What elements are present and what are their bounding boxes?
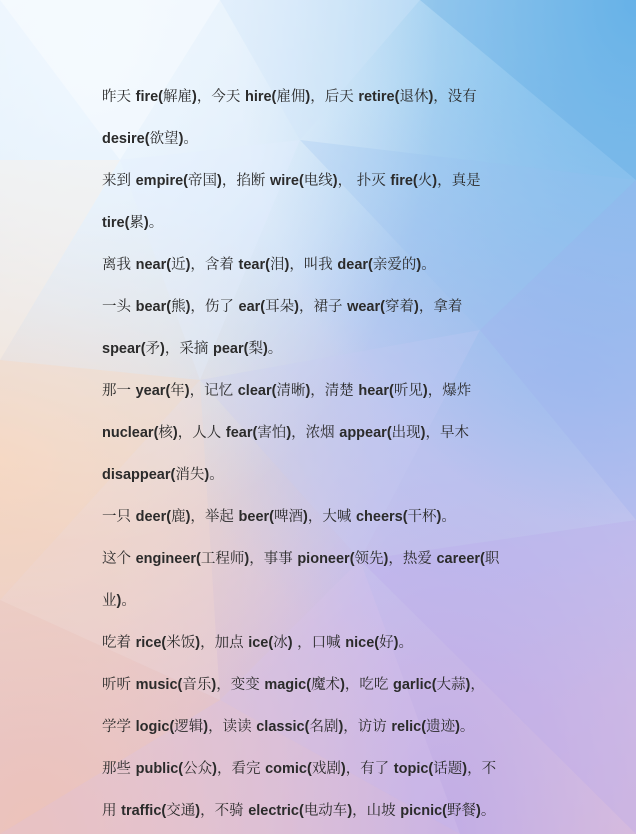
- english-word: ): [303, 509, 308, 525]
- chinese-text: 。: [267, 341, 283, 357]
- chinese-text: ，爆炸: [427, 383, 472, 399]
- english-word: pear(: [212, 341, 249, 357]
- chinese-text: ，热爱: [388, 551, 437, 567]
- english-word: comic(: [265, 761, 312, 777]
- chinese-text: 。: [459, 719, 475, 735]
- english-word: ): [294, 299, 299, 315]
- chinese-text: 亲爱的: [372, 257, 417, 273]
- chinese-text: 矛: [145, 341, 161, 357]
- english-word: deer(: [135, 509, 172, 525]
- english-word: ): [287, 635, 293, 651]
- english-word: ice(: [248, 635, 274, 651]
- english-word: ): [413, 299, 419, 315]
- english-word: ): [192, 89, 197, 105]
- chinese-text: 冰: [273, 635, 288, 651]
- text-line: [102, 622, 552, 664]
- chinese-text: ，裙子: [298, 299, 348, 315]
- english-word: ): [338, 719, 344, 735]
- poem-text-block: [102, 76, 552, 832]
- english-word: topic(: [393, 761, 434, 777]
- chinese-text: ，变变: [216, 677, 265, 693]
- chinese-text: 害怕: [257, 425, 287, 441]
- english-word: ): [455, 719, 460, 735]
- english-word: picnic(: [400, 803, 447, 819]
- chinese-text: ，山坡: [352, 803, 401, 819]
- english-word: ): [340, 677, 345, 693]
- chinese-text: 吃着: [102, 635, 136, 651]
- chinese-text: 。: [398, 635, 413, 651]
- text-line: [102, 244, 552, 286]
- english-word: desire(: [102, 131, 150, 147]
- text-line: [102, 538, 552, 580]
- english-word: ): [383, 551, 389, 567]
- chinese-text: ， 扑灭: [337, 173, 391, 189]
- chinese-text: 一只: [102, 509, 136, 525]
- english-word: wire(: [269, 173, 304, 189]
- english-word: ): [286, 425, 292, 441]
- chinese-text: 电动车: [303, 803, 348, 819]
- english-word: tear(: [238, 257, 270, 273]
- english-word: ): [393, 635, 399, 651]
- english-word: ): [305, 383, 311, 399]
- english-word: year(: [135, 383, 171, 399]
- chinese-text: 累: [129, 215, 144, 231]
- english-word: nuclear(: [102, 425, 159, 441]
- chinese-text: ，: [470, 677, 485, 693]
- english-word: disappear(: [102, 467, 176, 483]
- english-word: spear(: [102, 341, 146, 357]
- chinese-text: 消失: [175, 467, 205, 483]
- text-line: [102, 370, 552, 412]
- chinese-text: ，浓烟: [291, 425, 340, 441]
- chinese-text: 大蒜: [436, 677, 466, 693]
- chinese-text: 名剧: [309, 719, 339, 735]
- chinese-text: 雇佣: [276, 89, 306, 105]
- english-word: engineer(: [135, 551, 201, 567]
- english-word: ): [244, 551, 250, 567]
- text-line: [102, 748, 552, 790]
- english-word: ): [195, 803, 201, 819]
- english-word: hire(: [244, 89, 277, 105]
- english-word: ): [332, 173, 338, 189]
- english-word: ear(: [238, 299, 266, 315]
- chinese-text: 交通: [166, 803, 196, 819]
- chinese-text: 这个: [102, 551, 136, 567]
- chinese-text: ，真是: [437, 173, 481, 189]
- english-word: ): [422, 383, 428, 399]
- chinese-text: 工程师: [200, 551, 245, 567]
- english-word: ): [284, 257, 290, 273]
- english-word: electric(: [248, 803, 304, 819]
- chinese-text: ，加点: [200, 635, 249, 651]
- text-line: [102, 160, 552, 202]
- text-line: [102, 202, 552, 244]
- english-word: nice(: [345, 635, 380, 651]
- chinese-text: 。: [441, 509, 456, 525]
- english-word: tire(: [102, 215, 130, 231]
- chinese-text: ，读读: [208, 719, 257, 735]
- english-word: wear(: [347, 299, 385, 315]
- english-word: fire(: [135, 89, 164, 105]
- english-word: cheers(: [355, 509, 408, 525]
- chinese-text: ，拿着: [418, 299, 463, 315]
- chinese-text: ，早木: [425, 425, 469, 441]
- english-word: near(: [135, 257, 172, 273]
- chinese-text: 那些: [102, 761, 136, 777]
- text-line: [102, 790, 552, 832]
- english-word: appear(: [339, 425, 392, 441]
- chinese-text: 。: [183, 131, 198, 147]
- text-line: [102, 286, 552, 328]
- chinese-text: ，不: [467, 761, 497, 777]
- chinese-text: 米饭: [166, 635, 196, 651]
- chinese-text: ，掐断: [221, 173, 270, 189]
- english-word: logic(: [135, 719, 175, 735]
- english-word: ): [305, 89, 311, 105]
- chinese-text: 。: [480, 803, 496, 819]
- chinese-text: ，含着: [190, 257, 239, 273]
- chinese-text: 穿着: [384, 299, 414, 315]
- text-line: [102, 328, 552, 370]
- chinese-text: 啤酒: [274, 509, 303, 525]
- english-word: ): [436, 509, 442, 525]
- chinese-text: 来到: [102, 173, 136, 189]
- english-word: ): [212, 761, 217, 777]
- chinese-text: ，口喊: [292, 635, 346, 651]
- text-line: [102, 76, 552, 118]
- chinese-text: 解雇: [163, 89, 193, 105]
- english-word: ): [116, 593, 122, 609]
- chinese-text: ，叫我: [289, 257, 338, 273]
- chinese-text: 近: [171, 257, 186, 273]
- english-word: relic(: [391, 719, 427, 735]
- chinese-text: 一头: [102, 299, 136, 315]
- english-word: ): [432, 173, 438, 189]
- chinese-text: ，记忆: [189, 383, 238, 399]
- chinese-text: ，没有: [433, 89, 477, 105]
- chinese-text: 那一: [102, 383, 136, 399]
- chinese-text: 遗迹: [426, 719, 456, 735]
- chinese-text: ，大喊: [307, 509, 356, 525]
- chinese-text: 干杯: [407, 509, 437, 525]
- text-line: [102, 706, 552, 748]
- chinese-text: 逻辑: [174, 719, 204, 735]
- chinese-text: ，后天: [310, 89, 359, 105]
- text-line: [102, 454, 552, 496]
- english-word: ): [217, 173, 222, 189]
- english-word: ): [172, 425, 178, 441]
- english-word: empire(: [135, 173, 188, 189]
- chinese-text: 话题: [433, 761, 463, 777]
- english-word: pioneer(: [297, 551, 355, 567]
- chinese-text: ，采摘: [164, 341, 213, 357]
- chinese-text: ，访访: [343, 719, 392, 735]
- chinese-text: 出现: [391, 425, 421, 441]
- english-word: ): [195, 635, 201, 651]
- chinese-text: 业: [102, 593, 117, 609]
- english-word: fear(: [225, 425, 258, 441]
- text-line: [102, 496, 552, 538]
- chinese-text: 年: [170, 383, 185, 399]
- english-word: ): [340, 761, 346, 777]
- text-line: [102, 412, 552, 454]
- chinese-text: 职: [484, 551, 500, 567]
- chinese-text: ，不骑: [200, 803, 249, 819]
- chinese-text: 用: [102, 803, 122, 819]
- english-word: ): [420, 425, 426, 441]
- chinese-text: 魔术: [311, 677, 341, 693]
- english-word: rice(: [135, 635, 167, 651]
- english-word: ): [347, 803, 353, 819]
- english-word: hear(: [358, 383, 394, 399]
- chinese-text: 听见: [393, 383, 423, 399]
- english-word: music(: [135, 677, 183, 693]
- chinese-text: 泪: [269, 257, 285, 273]
- english-word: ): [185, 299, 191, 315]
- english-word: ): [262, 341, 268, 357]
- chinese-text: ，吃吃: [344, 677, 394, 693]
- chinese-text: 戏剧: [311, 761, 341, 777]
- english-word: ): [185, 257, 191, 273]
- chinese-text: 音乐: [182, 677, 212, 693]
- chinese-text: 领先: [354, 551, 384, 567]
- chinese-text: 火: [417, 173, 433, 189]
- english-word: public(: [135, 761, 184, 777]
- english-word: ): [143, 215, 149, 231]
- english-word: ): [204, 467, 210, 483]
- english-word: classic(: [256, 719, 310, 735]
- chinese-text: ，看完: [216, 761, 266, 777]
- chinese-text: ，有了: [345, 761, 394, 777]
- text-line: [102, 664, 552, 706]
- chinese-text: 核: [158, 425, 173, 441]
- chinese-text: ，人人: [177, 425, 226, 441]
- chinese-text: 鹿: [171, 509, 186, 525]
- english-word: bear(: [135, 299, 172, 315]
- english-word: ): [416, 257, 422, 273]
- chinese-text: 退休: [399, 89, 429, 105]
- chinese-text: 。: [421, 257, 436, 273]
- chinese-text: 耳朵: [265, 299, 295, 315]
- chinese-text: 电线: [303, 173, 333, 189]
- chinese-text: ，今天: [196, 89, 245, 105]
- english-word: ): [184, 383, 190, 399]
- english-word: ): [465, 677, 471, 693]
- chinese-text: ，伤了: [190, 299, 239, 315]
- chinese-text: 。: [209, 467, 224, 483]
- chinese-text: 听听: [102, 677, 136, 693]
- english-word: garlic(: [393, 677, 437, 693]
- english-word: ): [428, 89, 434, 105]
- chinese-text: 学学: [102, 719, 136, 735]
- english-word: traffic(: [121, 803, 167, 819]
- chinese-text: 好: [379, 635, 394, 651]
- english-word: beer(: [238, 509, 274, 525]
- english-word: clear(: [237, 383, 277, 399]
- chinese-text: 公众: [183, 761, 213, 777]
- chinese-text: ，举起: [190, 509, 239, 525]
- english-word: ): [185, 509, 191, 525]
- chinese-text: 熊: [171, 299, 186, 315]
- chinese-text: ，事事: [249, 551, 298, 567]
- english-word: retire(: [358, 89, 400, 105]
- english-word: ): [178, 131, 184, 147]
- english-word: ): [476, 803, 481, 819]
- text-line: [102, 118, 552, 160]
- chinese-text: 离我: [102, 257, 136, 273]
- chinese-text: 帝国: [188, 173, 217, 189]
- english-word: ): [462, 761, 468, 777]
- text-line: [102, 580, 552, 622]
- chinese-text: 。: [148, 215, 164, 231]
- chinese-text: ，清楚: [310, 383, 359, 399]
- chinese-text: 野餐: [447, 803, 476, 819]
- chinese-text: 昨天: [102, 89, 136, 105]
- english-word: career(: [436, 551, 485, 567]
- chinese-text: 梨: [248, 341, 263, 357]
- chinese-text: 清晰: [276, 383, 306, 399]
- chinese-text: 欲望: [149, 131, 179, 147]
- english-word: dear(: [337, 257, 373, 273]
- chinese-text: 。: [121, 593, 136, 609]
- english-word: ): [160, 341, 165, 357]
- english-word: magic(: [264, 677, 312, 693]
- english-word: ): [203, 719, 209, 735]
- english-word: ): [211, 677, 217, 693]
- english-word: fire(: [390, 173, 418, 189]
